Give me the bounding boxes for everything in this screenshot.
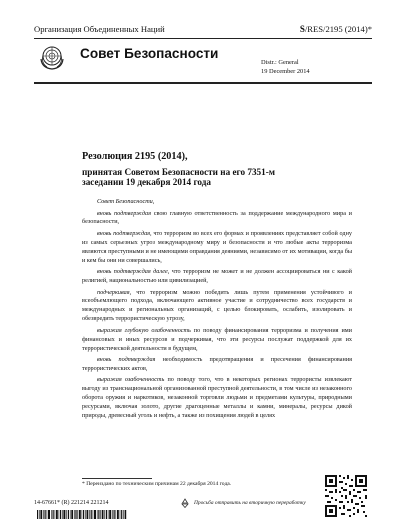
document-number: 14-67661* (R) 221214 221214 xyxy=(34,500,109,506)
recycle-note: Просьба отправить на вторичную переработку xyxy=(194,500,306,506)
un-emblem-icon xyxy=(38,43,66,71)
paragraph-lead: подчеркивая xyxy=(97,288,130,296)
recycle-icon xyxy=(180,498,190,508)
preamble-paragraph xyxy=(82,289,352,325)
paragraph-lead: выражая глубокую озабоченность xyxy=(97,326,191,334)
paragraph-lead: вновь подтверждая xyxy=(97,229,151,237)
paragraph-lead: выражая озабоченность xyxy=(97,376,165,384)
document-header-line xyxy=(34,24,372,38)
paragraph-lead: вновь подтверждая xyxy=(97,209,151,217)
paragraph-lead: вновь подтверждая xyxy=(97,356,156,364)
organization-name: Организация Объединенных Наций xyxy=(34,24,165,34)
paragraph-text: , что терроризм можно победить лишь путем применения устойчивого и всеобъемлющего подхода, включающего активное участие и сотрудничество всех государств и международных и региональных организаций, с целью блокировать, ослабить, изолировать и обезвредить террористическую угрозу, xyxy=(82,288,352,323)
symbol-prefix: S xyxy=(299,24,305,34)
distribution-block xyxy=(261,58,310,76)
preamble-paragraph xyxy=(82,376,352,421)
footnote-rule xyxy=(82,478,152,479)
paragraph-text: свою главную ответственность за поддержание международного мира и безопасности, xyxy=(82,209,352,226)
security-council-title: Совет Безопасности xyxy=(80,46,219,61)
paragraph-text: , что терроризм во всех его формах и проявлениях представляет собой одну из самых серьезных угроз международному миру и безопасности и что любые акты терроризма являются преступными и не имеющими оправдания деяниями, независимо от их мотивации, когда бы и кем бы они ни совершались, xyxy=(82,229,352,264)
footnote: * Переиздано по техническим причинам 22 декабря 2014 года. xyxy=(82,481,232,487)
resolution-body xyxy=(82,198,352,424)
paragraph-text: необходимость предотвращения и пресечения финансирования террористических актов, xyxy=(82,356,352,372)
preamble-paragraph xyxy=(82,230,352,266)
paragraph-lead: вновь подтверждая далее xyxy=(97,268,168,276)
header-top-rule xyxy=(34,38,372,39)
resolution-adopted-line: принятая Советом Безопасности на его 7351-м заседании 19 декабря 2014 года xyxy=(82,167,276,187)
paragraph-text: , что терроризм не может и не должен ассоциироваться ни с какой религией, национальностью или цивилизацией, xyxy=(82,268,352,285)
header-bottom-rule xyxy=(34,82,372,84)
preamble-paragraph xyxy=(82,268,352,286)
document-symbol xyxy=(300,24,372,34)
paragraph-text: по поводу того, что в некоторых регионах террористы извлекают выгоду из транснациональной организованной преступной деятельности, в том числе из незаконного оборота оружия и наркотиков, незаконной торговли людьми и предметами культуры, природными ресурсами, включая золото, другие драгоценные металлы и камни, минералы, ресурсы дикой природы, древесный уголь и нефть, а также из похищения людей в целях xyxy=(82,376,353,420)
preamble-paragraph xyxy=(82,356,352,374)
preamble-paragraph xyxy=(82,327,352,354)
barcode-icon xyxy=(37,510,127,519)
document-date: 19 December 2014 xyxy=(261,68,310,75)
resolution-title: Резолюция 2195 (2014), xyxy=(82,151,188,162)
distribution-line: Distr.: General xyxy=(261,59,299,66)
preamble-paragraph xyxy=(82,210,352,228)
qr-code-icon xyxy=(324,474,368,518)
preamble-paragraph xyxy=(82,198,352,207)
symbol-rest: /RES/2195 (2014)* xyxy=(304,24,372,34)
preamble-opening: Совет Безопасности, xyxy=(97,198,155,205)
paragraph-text: по поводу финансирования терроризма и получения ими финансовых и иных ресурсов и подчеркивая, что эти ресурсы послужат поддержкой для их террористической деятельности в будущем, xyxy=(82,326,352,352)
